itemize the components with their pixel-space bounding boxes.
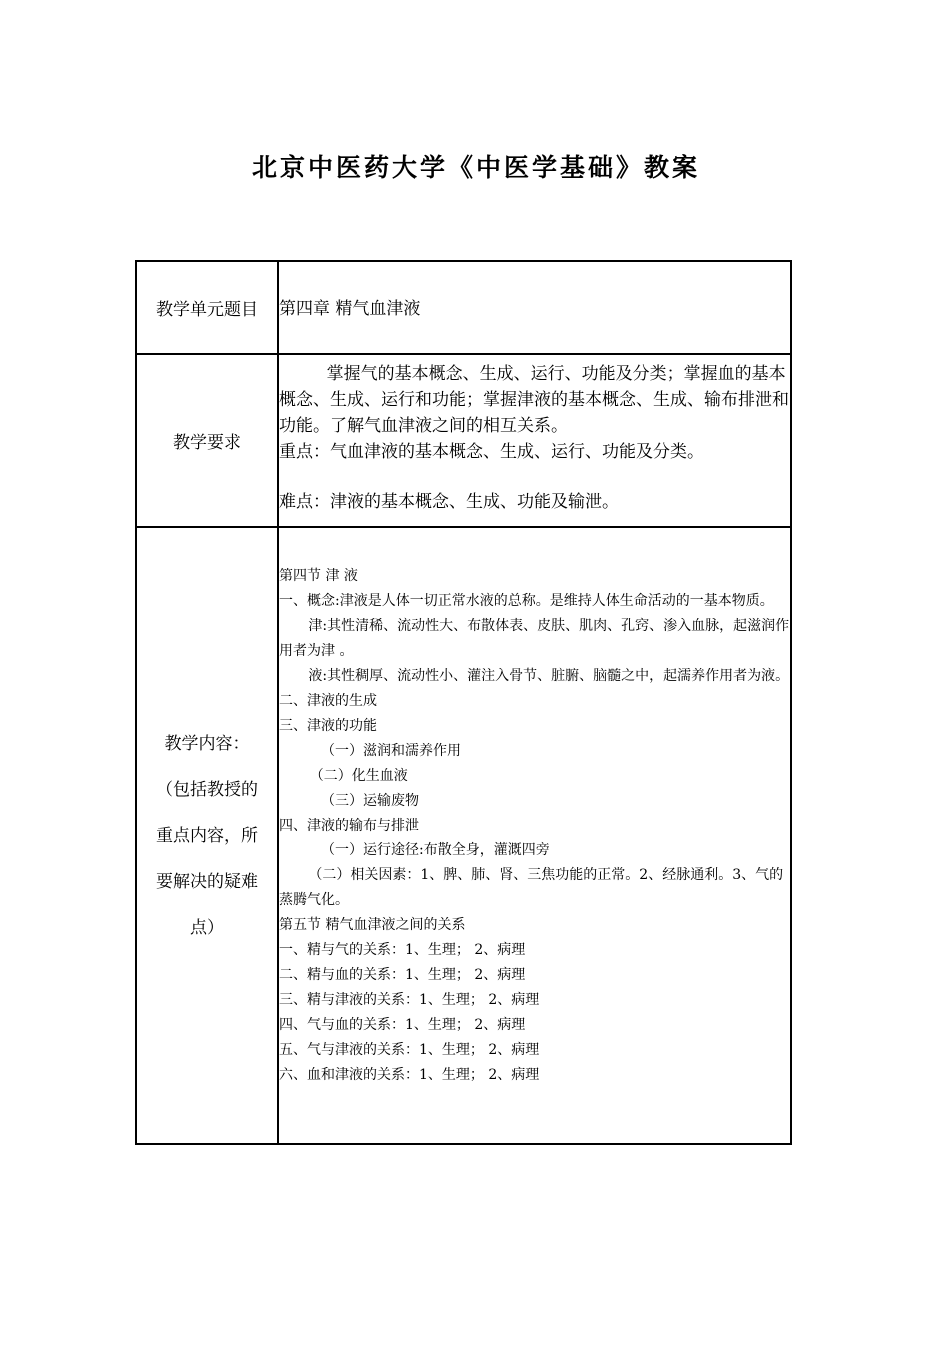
lesson-plan-table — [135, 260, 792, 1145]
unit-value-cell — [278, 261, 791, 354]
content-line: 三、津液的功能 — [279, 717, 377, 734]
content-line: （二）相关因素：1、脾、肺、肾、三焦功能的正常。2、经脉通利。3、气的蒸腾气化。 — [279, 867, 784, 909]
content-cell — [278, 527, 791, 1144]
content-line: 液:其性稠厚、流动性小、灌注入骨节、脏腑、脑髓之中，起濡养作用者为液。 — [308, 668, 790, 685]
content-row — [136, 527, 791, 1144]
content-line: 六、血和津液的关系：1、生理； 2、病理 — [279, 1066, 540, 1083]
content-section-heading: 第五节 精气血津液之间的关系 — [279, 917, 466, 934]
unit-value: 第四章 精气血津液 — [279, 298, 421, 319]
requirements-label: 教学要求 — [136, 354, 278, 527]
content-line: 四、津液的输布与排泄 — [279, 817, 419, 834]
page-title: 北京中医药大学《中医学基础》教案 — [251, 153, 700, 182]
content-line: 二、精与血的关系：1、生理； 2、病理 — [279, 966, 526, 983]
requirements-intro: 掌握气的基本概念、生成、运行、功能及分类；掌握血的基本概念、生成、运行和功能；掌握津液的基本概念、生成、输布排泄和功能。了解气血津液之间的相互关系。 — [279, 363, 789, 436]
requirements-difficulties: 难点：津液的基本概念、生成、功能及输泄。 — [279, 491, 619, 512]
content-label — [136, 527, 278, 1144]
content-line: （三）运输废物 — [321, 792, 419, 809]
content-line: （一）滋润和濡养作用 — [321, 742, 461, 759]
content-line: （二）化生血液 — [309, 767, 408, 784]
content-label-line: 教学内容： — [164, 733, 250, 754]
content-line: 五、气与津液的关系：1、生理； 2、病理 — [279, 1041, 540, 1058]
content-label-line: （包括教授的 — [156, 779, 258, 800]
content-line: 二、津液的生成 — [279, 693, 377, 710]
requirements-key-points: 重点：气血津液的基本概念、生成、运行、功能及分类。 — [279, 441, 704, 462]
content-line: 四、气与血的关系：1、生理； 2、病理 — [279, 1016, 526, 1033]
content-line: （一）运行途径:布散全身，灌溉四旁 — [321, 842, 550, 859]
requirements-row — [136, 354, 791, 527]
content-label-line: 点） — [190, 917, 224, 938]
content-line: 三、精与津液的关系：1、生理； 2、病理 — [279, 991, 540, 1008]
content-line: 一、概念:津液是人体一切正常水液的总称。是维持人体生命活动的一基本物质。 — [279, 593, 774, 610]
requirements-cell — [278, 354, 791, 527]
content-section-heading: 第四节 津 液 — [279, 568, 358, 585]
content-line: 津:其性清稀、流动性大、布散体表、皮肤、肌肉、孔窍、渗入血脉，起滋润作用者为津 。 — [279, 618, 790, 660]
unit-label: 教学单元题目 — [136, 261, 278, 354]
unit-row — [136, 261, 791, 354]
content-line: 一、精与气的关系：1、生理； 2、病理 — [279, 942, 526, 959]
content-label-line: 要解决的疑难 — [156, 871, 258, 892]
content-label-line: 重点内容，所 — [156, 825, 258, 846]
